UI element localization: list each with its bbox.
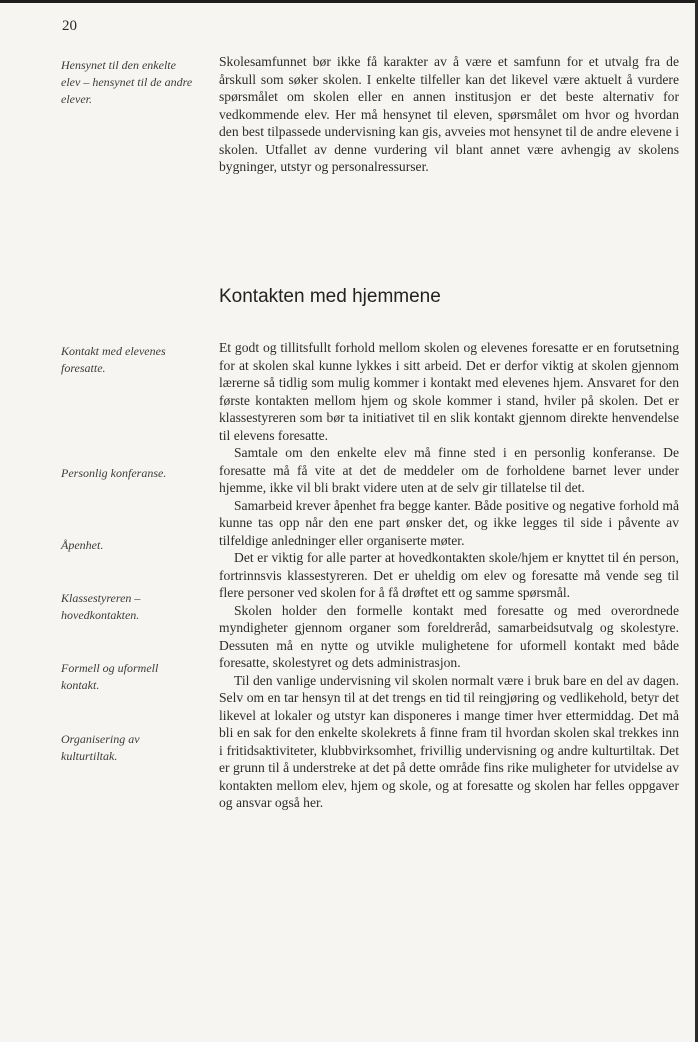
page-number: 20 (62, 18, 77, 34)
paragraph-organisering: Til den vanlige undervisning vil skolen normalt være i bruk bare en del av dagen. Selv om en tar hensyn til at det trengs en tid til reingjøring og vedlikehold, betyr det likevel at lokaler og utstyr kan disponeres i mange timer hver ettermiddag. Det må bli en sak for den enkelte skolekrets å finne fram til hvordan skolen skal trekkes inn i fritidsaktiviteter, klubbvirksomhet, frivillig undervisning og andre kulturtiltak. Det er grunn til å understreke at det på dette område fins rike muligheter for utvidelse av kontakten mellom elev, hjem og skole, og at foresatte og skolen har felles oppgaver og ansvar også her. (219, 672, 679, 810)
margin-note-hensynet: Hensynet til den enkelte elev – hensynet til de andre elever. (61, 58, 193, 106)
margin-note-apenhet: Åpenhet. (61, 538, 104, 552)
intro-text (219, 53, 679, 176)
margin-note-organisering: Organisering av kulturtiltak. (61, 732, 140, 763)
top-rule (0, 0, 698, 3)
section-heading: Kontakten med hjemmene (219, 286, 441, 307)
paragraph-personlig: Samtale om den enkelte elev må finne sted i en personlig konferanse. De foresatte må få vite at det de meddeler om de forholdene barnet lever under hjemme, ikke vil bli brakt videre uten at de selv gir tillatelse til det. (219, 445, 679, 495)
margin-note-kontakt: Kontakt med elevenes foresatte. (61, 344, 166, 375)
paragraph-apenhet: Samarbeid krever åpenhet fra begge kanter. Både positive og negative forhold må kunne tas opp når den ene part ønsker det, og ikke legges til side i påvente av tilfeldige anledninger eller organiserte møter. (219, 497, 679, 548)
margin-note-klassestyreren: Klassestyreren – hovedkontakten. (61, 591, 141, 622)
section-body (219, 339, 679, 812)
intro-paragraph: Skolesamfunnet bør ikke få karakter av å være et samfunn for et utvalg fra de årskull som søker skolen. I enkelte tilfeller kan det likevel være aktuelt å vurdere spørsmålet om skolen eller en annen institusjon er det beste alternativ for vedkommende elev. Her må hensynet til eleven, spørsmålet om hvor og hvordan den best tilpassede undervisning kan gis, avveies mot hensynet til de andre elevene i skolen. Utfallet av denne vurdering vil blant annet være avhengig av skolens bygninger, utstyr og personalressurser. (219, 54, 679, 174)
paragraph-kontakt: Et godt og tillitsfullt forhold mellom skolen og elevenes foresatte er en forutsetning for at skolen skal kunne lykkes i sitt arbeid. Det er derfor viktig at skolen gjennom lærerne så tidlig som mulig kommer i kontakt med elevenes hjem. Ansvaret for den første kontakten mellom hjem og skole kommer i stand, hviler på skolen. Det er klassestyreren som bør ta initiativet til en slik kontakt gjennom direkte henvendelse til elevens foresatte. (219, 340, 679, 443)
paragraph-formell: Skolen holder den formelle kontakt med foresatte og med overordnede myndigheter gjennom organer som foreldreråd, samarbeidsutvalg og skolestyre. Dessuten må en nytte og utvikle mulighetene for uformell kontakt med både foresatte, skolestyret og dets administrasjon. (219, 602, 679, 670)
paragraph-klassestyreren: Det er viktig for alle parter at hovedkontakten skole/hjem er knyttet til én person, fortrinnsvis klassestyreren. Det er uheldig om elev og foresatte må vende seg til flere personer ved skolen for å få drøftet ett og samme spørsmål. (219, 550, 679, 600)
margin-note-personlig: Personlig konferanse. (61, 466, 167, 480)
margin-note-formell: Formell og uformell kontakt. (61, 661, 159, 692)
